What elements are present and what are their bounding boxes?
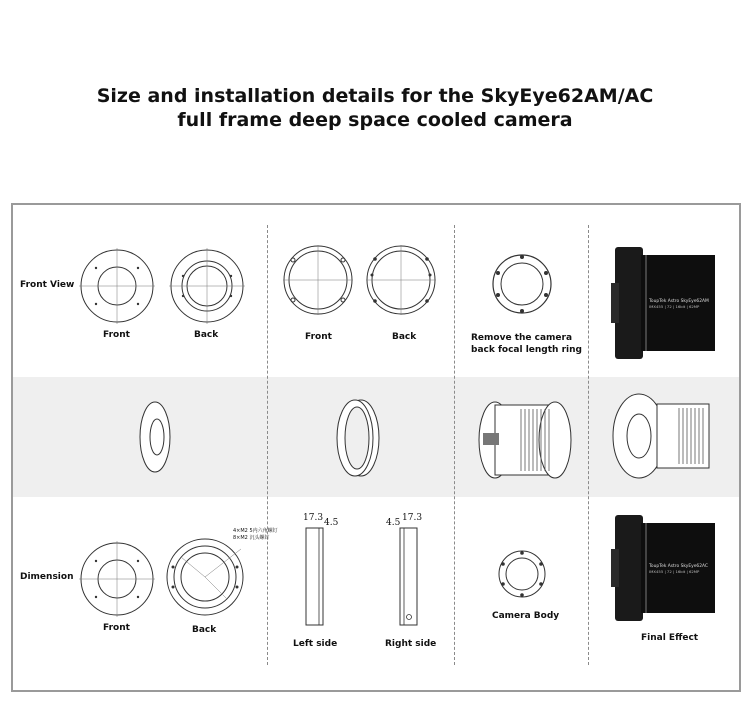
dimension-front-drawing: [79, 541, 155, 617]
camera-assembled-iso-drawing: [609, 390, 719, 482]
dim-left-a: 17.3: [303, 513, 324, 523]
label-front: Front: [103, 330, 130, 340]
camera-body-front-drawing: [497, 549, 547, 599]
label-camera-body: Camera Body: [492, 611, 560, 621]
label-back: Back: [194, 330, 219, 340]
front-plate-iso-drawing: [135, 400, 175, 474]
dim-right-b: 17.3: [402, 513, 423, 523]
camera-body-iso-drawing: [473, 395, 573, 485]
right-side-profile: [399, 527, 419, 627]
label-back: Back: [392, 332, 417, 342]
row-label-dimension: Dimension: [20, 572, 74, 582]
camera-product-photo-top: [609, 245, 719, 363]
left-side-profile: [305, 527, 325, 627]
label-front: Front: [103, 623, 130, 633]
dim-left-b: 4.5: [324, 518, 339, 528]
adapter-back-drawing: [366, 245, 436, 315]
camera-back-ring-drawing: [489, 251, 555, 317]
label-left-side: Left side: [293, 639, 338, 649]
column-divider: [454, 225, 455, 665]
title-line-1: Size and installation details for the SkyEye62AM/AC: [96, 85, 654, 107]
diagram-panel: [11, 203, 741, 692]
label-final-effect: Final Effect: [641, 633, 699, 643]
adapter-ring-iso-drawing: [333, 398, 383, 478]
label-front: Front: [305, 332, 332, 342]
svg-text:ToupTek Astro SkyEye62AM: ToupTek Astro SkyEye62AM: [649, 299, 709, 304]
svg-text:IMX455 | 72 | 16bit | 62MP: IMX455 | 72 | 16bit | 62MP: [649, 569, 700, 574]
ring-front-drawing: [79, 248, 155, 324]
ring-back-drawing: [169, 248, 245, 324]
row-label-front-view: Front View: [20, 280, 75, 290]
column-divider: [267, 225, 268, 665]
svg-text:ToupTek Astro SkyEye62AC: ToupTek Astro SkyEye62AC: [649, 564, 708, 569]
screw-annotation: 4×M2 5内六角螺钉 8×M2 沉头螺钉: [233, 528, 278, 541]
svg-text:IMX455 | 72 | 16bit | 62MP: IMX455 | 72 | 16bit | 62MP: [649, 304, 700, 309]
dim-right-a: 4.5: [386, 518, 401, 528]
label-back: Back: [192, 625, 217, 635]
adapter-front-drawing: [283, 245, 353, 315]
title-line-2: full frame deep space cooled camera: [177, 109, 573, 131]
column-divider: [588, 225, 589, 665]
label-right-side: Right side: [385, 639, 437, 649]
camera-product-photo-bottom: [609, 513, 719, 623]
remove-ring-caption: Remove the camera back focal length ring: [471, 333, 582, 355]
page-title: [0, 84, 750, 132]
